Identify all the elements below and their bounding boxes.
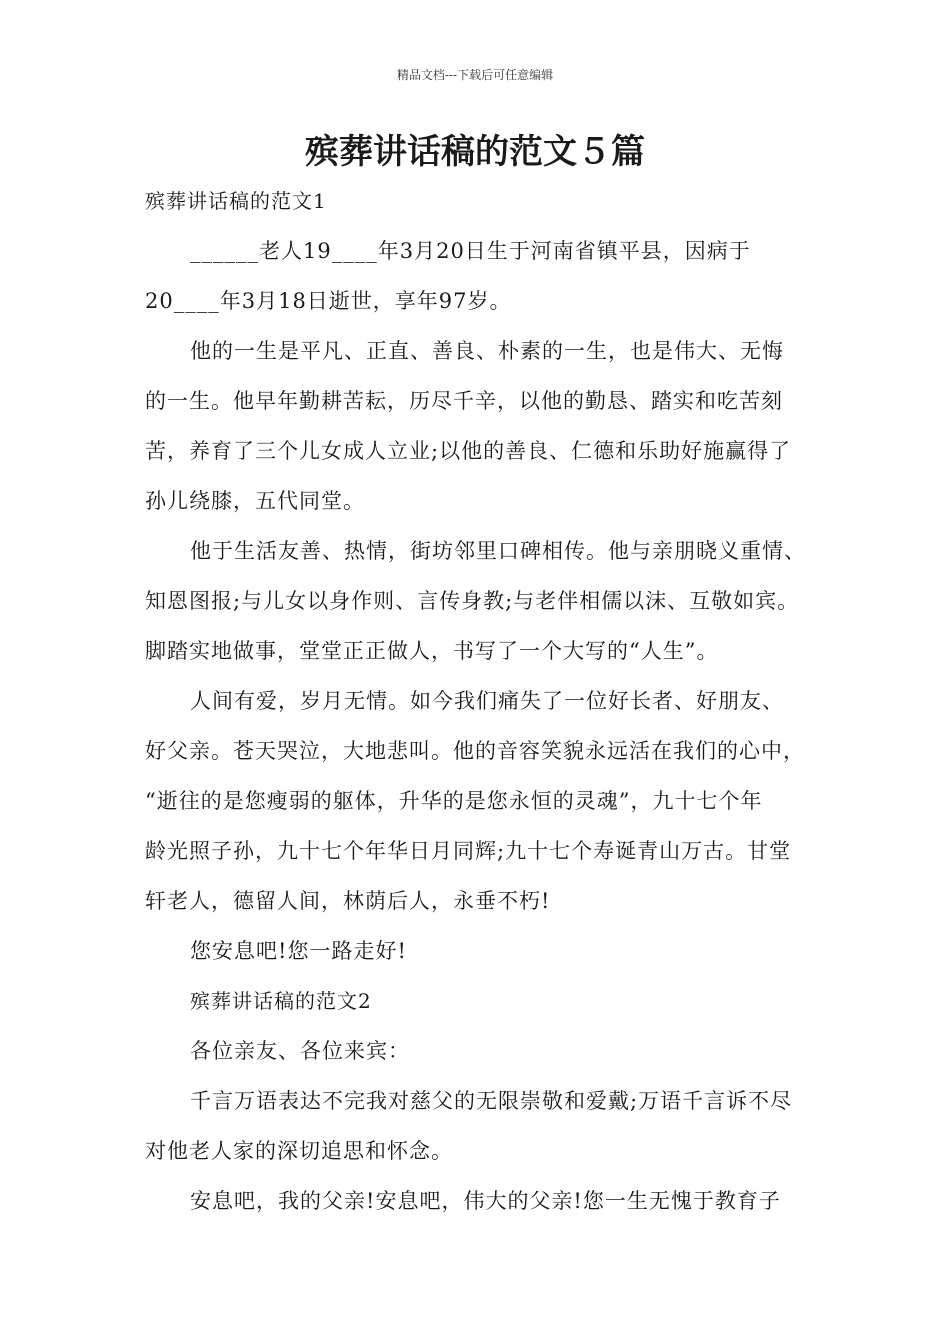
paragraph-line: “逝往的是您瘦弱的躯体，升华的是您永恒的灵魂”，九十七个年	[145, 789, 763, 813]
paragraph-line: 对他老人家的深切追思和怀念。	[145, 1139, 453, 1163]
paragraph-line: 安息吧，我的父亲!安息吧，伟大的父亲!您一生无愧于教育子	[190, 1189, 781, 1213]
paragraph-line: 各位亲友、各位来宾：	[190, 1039, 410, 1063]
paragraph-line: 知恩图报;与儿女以身作则、言传身教;与老伴相儒以沫、互敬如宾。	[145, 589, 800, 613]
paragraph-line: ______老人19____年3月20日生于河南省镇平县，因病于	[190, 239, 751, 263]
paragraph-line: 的一生。他早年勤耕苦耘，历尽千辛，以他的勤恳、踏实和吃苦刻	[145, 389, 783, 413]
document-title: 殡葬讲话稿的范文５篇	[305, 132, 645, 172]
paragraph-line: 苦，养育了三个儿女成人立业;以他的善良、仁德和乐助好施赢得了	[145, 439, 792, 463]
section-heading: 殡葬讲话稿的范文2	[190, 989, 372, 1013]
header-note: 精品文档---下载后可任意编辑	[396, 68, 554, 82]
paragraph-line: 20____年3月18日逝世，享年97岁。	[145, 289, 512, 313]
paragraph-line: 他于生活友善、热情，街坊邻里口碑相传。他与亲朋晓义重情、	[190, 539, 806, 563]
paragraph-line: 轩老人，德留人间，林荫后人，永垂不朽!	[145, 889, 551, 913]
paragraph-line: 您安息吧!您一路走好!	[190, 939, 407, 963]
paragraph-line: 他的一生是平凡、正直、善良、朴素的一生，也是伟大、无悔	[190, 339, 784, 363]
paragraph-line: 孙儿绕膝，五代同堂。	[145, 489, 365, 513]
paragraph-line: 千言万语表达不完我对慈父的无限崇敬和爱戴;万语千言诉不尽	[190, 1089, 793, 1113]
paragraph-line: 龄光照子孙，九十七个年华日月同辉;九十七个寿诞青山万古。甘堂	[145, 839, 792, 863]
paragraph-line: 脚踏实地做事，堂堂正正做人，书写了一个大写的“人生”。	[145, 639, 719, 663]
paragraph-line: 好父亲。苍天哭泣，大地悲叫。他的音容笑貌永远活在我们的心中，	[145, 739, 805, 763]
section-heading: 殡葬讲话稿的范文1	[145, 189, 327, 213]
paragraph-line: 人间有爱，岁月无情。如今我们痛失了一位好长者、好朋友、	[190, 689, 784, 713]
